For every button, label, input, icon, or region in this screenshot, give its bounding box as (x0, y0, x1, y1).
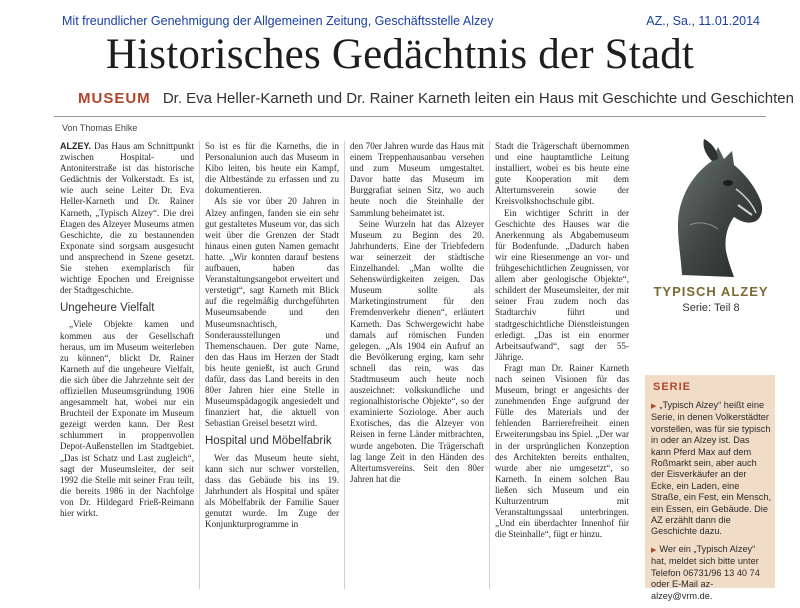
article-subheadline: Dr. Eva Heller-Karneth und Dr. Rainer Karneth leiten ein Haus mit Geschichte und Geschichten (162, 90, 794, 107)
article-column-2 (205, 141, 339, 589)
article-column-3 (350, 141, 484, 589)
paragraph: So ist es für die Karneths, die in Personalunion auch das Museum in Kibo leiten, bis heute ein Kampf, die Altbestände zu erfassen und zu dokumentieren. (205, 141, 339, 196)
permission-credit: Mit freundlicher Genehmigung der Allgemeinen Zeitung, Geschäftsstelle Alzey (62, 14, 494, 28)
column-divider (199, 141, 200, 589)
paragraph: Stadt die Trägerschaft übernommen und eine hauptamtliche Leitung installiert, wobei es bis heute eine gute Kooperation mit dem Altertumsverein sowie der Kreisvolkshochschule gibt. (495, 141, 629, 207)
subhead-vielfalt: Ungeheure Vielfalt (60, 302, 155, 315)
article-column-4 (495, 141, 629, 589)
section-kicker: MUSEUM (78, 90, 151, 107)
paragraph: Seine Wurzeln hat das Alzeyer Museum zu Beginn des 20. Jahrhunderts. Eine der Triebfedern war seinerzeit der städtische Einzelhandel. „Man wollte die Sehenswürdigkeiten zeigen. Das Museum sollte als Marketinginstrument für den Fremdenverkehr dienen“, erläutert Karneth. Das Schwergewicht habe damals auf römischen Funden gelegen. „Als 1904 ein Aufruf an die Bevölkerung erging, kam sehr schnell das rein, was das Stadtmuseum auch heute noch auszeichnet: volkskundliche und regionalhistorische Objekte“, so der examinierte Soziologe. Aber auch Exotisches, das die Alzeyer von Reisen in ferne Länder mitbrachten, wurde angeboten. Die Trägerschaft lag lange Zeit in den Händen des Altertumsvereins. Seit den 80er Jahren hat die (350, 218, 484, 484)
paragraph: Fragt man Dr. Rainer Karneth nach seinen Visionen für das Museum, bringt er angesichts der zunehmenden Enge aufgrund der Fülle des Materials und der fehlenden Barrierefreiheit einen Erweiterungsbau ins Spiel. „Der war in der ursprünglichen Konzeption des Architekten bereits enthalten, wurde aber nie umgesetzt“, so Karneth. In einem solchen Bau ließen sich Museum und ein Kulturzentrum mit Veranstaltungssaal unterbringen. „Und ein überdachter Innenhof für die Steinhalle“, fügt er hinzu. (495, 362, 629, 540)
column-divider (344, 141, 345, 589)
lead-paragraph: ALZEY. Das Haus am Schnittpunkt zwischen Hospital- und Antoniterstraße ist das historische Gedächtnis der Volkerstadt. Es ist, wie auch seine Leiter Dr. Eva Heller-Karneth und Dr. Rainer Karneth, „Typisch Alzey“. Die drei Etagen des Alzeyer Museums atmen Geschichte, die zu bestaunenden Exponate sind sorgsam ausgesucht und ansprechend in Szene gesetzt. Sie stehen exemplarisch für wichtige Epochen und Ereignisse der Stadtgeschichte. (60, 141, 194, 296)
triangle-bullet-icon: ▶ (651, 546, 657, 554)
column-divider (489, 141, 490, 589)
article-headline: Historisches Gedächtnis der Stadt (105, 31, 695, 78)
article-column-1 (60, 141, 194, 589)
info-box-label: SERIE (653, 381, 692, 393)
article-subheadline-row (78, 90, 794, 107)
info-box-text (651, 400, 771, 608)
publication-dateline: AZ., Sa., 11.01.2014 (646, 14, 760, 28)
paragraph: Ein wichtiger Schritt in der Geschichte des Hauses war die Anerkennung als Abgabemuseum für Bodenfunde. „Dadurch haben wir eine Riesenmenge an vor- und frühgeschichtlichen Zeugnissen, vor allem aber geologische Objekte“, schildert der Museumsleiter, der mit seiner Frau zudem noch das Stadtarchiv führt und stadtgeschichtliche Dienstleistungen erledigt. „Das ist ein enormer Arbeitsaufwand“, sagt der 55-Jährige. (495, 207, 629, 362)
paragraph: Als sie vor über 20 Jahren in Alzey anfingen, fanden sie ein sehr gut gestaltetes Museum vor, das sich weit über die Grenzen der Stadt hinaus einen guten Namen gemacht hatte. „Wir konnten darauf bestens aufbauen, haben das Veranstaltungsangebot erweitert und verstetigt“, sagt Karneth mit Blick auf die regelmäßig durchgeführten Museumsabende und den Museumsnachtisch, Sonderausstellungen und Themenschauen. Der gute Name, den das Haus im Herzen der Stadt bis heute genießt, ist auch Grund dafür, dass das Land bereits in den 80er Jahren hier eine Stelle in Museumspädagogik angesiedelt und finanziert hat, die aktuell von Sebastian Greisel besetzt wird. (205, 196, 339, 429)
dateline-place: ALZEY. (60, 141, 92, 151)
info-box-paragraph: ▶ „Typisch Alzey“ heißt eine Serie, in denen Volkerstädter vorstellen, was für sie typisch in oder an Alzey ist. Das kann Pferd Max auf dem Roßmarkt sein, aber auch der Eisverkäufer an der Ecke, ein Laden, eine Straße, ein Fest, ein Mensch, ein Essen, ein Gebäude. Die AZ erzählt dann die Geschichte dazu. (651, 400, 771, 537)
triangle-bullet-icon: ▶ (651, 403, 657, 410)
paragraph: Wer das Museum heute sieht, kann sich nur schwer vorstellen, dass das Gebäude bis ins 19. Jahrhundert als Hospital und später als Möbelfabrik der Familie Sauer genutzt wurde. Im Zuge der Konjunkturprogramme in (205, 452, 339, 530)
paragraph: „Viele Objekte kamen und kommen aus der Gesellschaft heraus, um im Museum weiterleben zu können“, blickt Dr. Rainer Karneth auf die ungeheure Vielfalt, die sich über die Jahrzehnte seit der offiziellen Museumsgründung 1906 angesammelt hat, wobei nur ein Bruchteil der Exponate im Museum gezeigt werden kann. Der Rest schlummert in proppenvollen Depot-Außenstellen im Stadtgebiet. „Das ist Schatz und Last zugleich“, sagt der Museumsleiter, der seit 1992 die Stelle mit seiner Frau teilt, die bereits 1986 in der Nachfolge von Dr. Hildegard Frieß-Reimann hier wirkt. (60, 319, 194, 518)
header-divider (54, 116, 766, 117)
horse-head-sculpture-photo (652, 125, 770, 280)
article-byline: Von Thomas Ehlke (62, 123, 138, 133)
paragraph: den 70er Jahren wurde das Haus mit einem Treppenhausanbau versehen und zum Museum umgestaltet. Davor hatte das Museum im Burggrafiat seinen Sitz, wo auch heute noch die Steinhalle der Sammlung beheimatet ist. (350, 141, 484, 218)
series-part: Serie: Teil 8 (682, 302, 740, 314)
subhead-hospital: Hospital und Möbelfabrik (205, 435, 332, 448)
series-info-box (645, 375, 775, 601)
info-box-contact: ▶ Wer ein „Typisch Alzey“ hat, meldet sich bitte unter Telefon 06731/96 13 40 74 oder E-Mail az-alzey@vrm.de. (651, 543, 760, 601)
series-title: TYPISCH ALZEY (653, 284, 769, 299)
